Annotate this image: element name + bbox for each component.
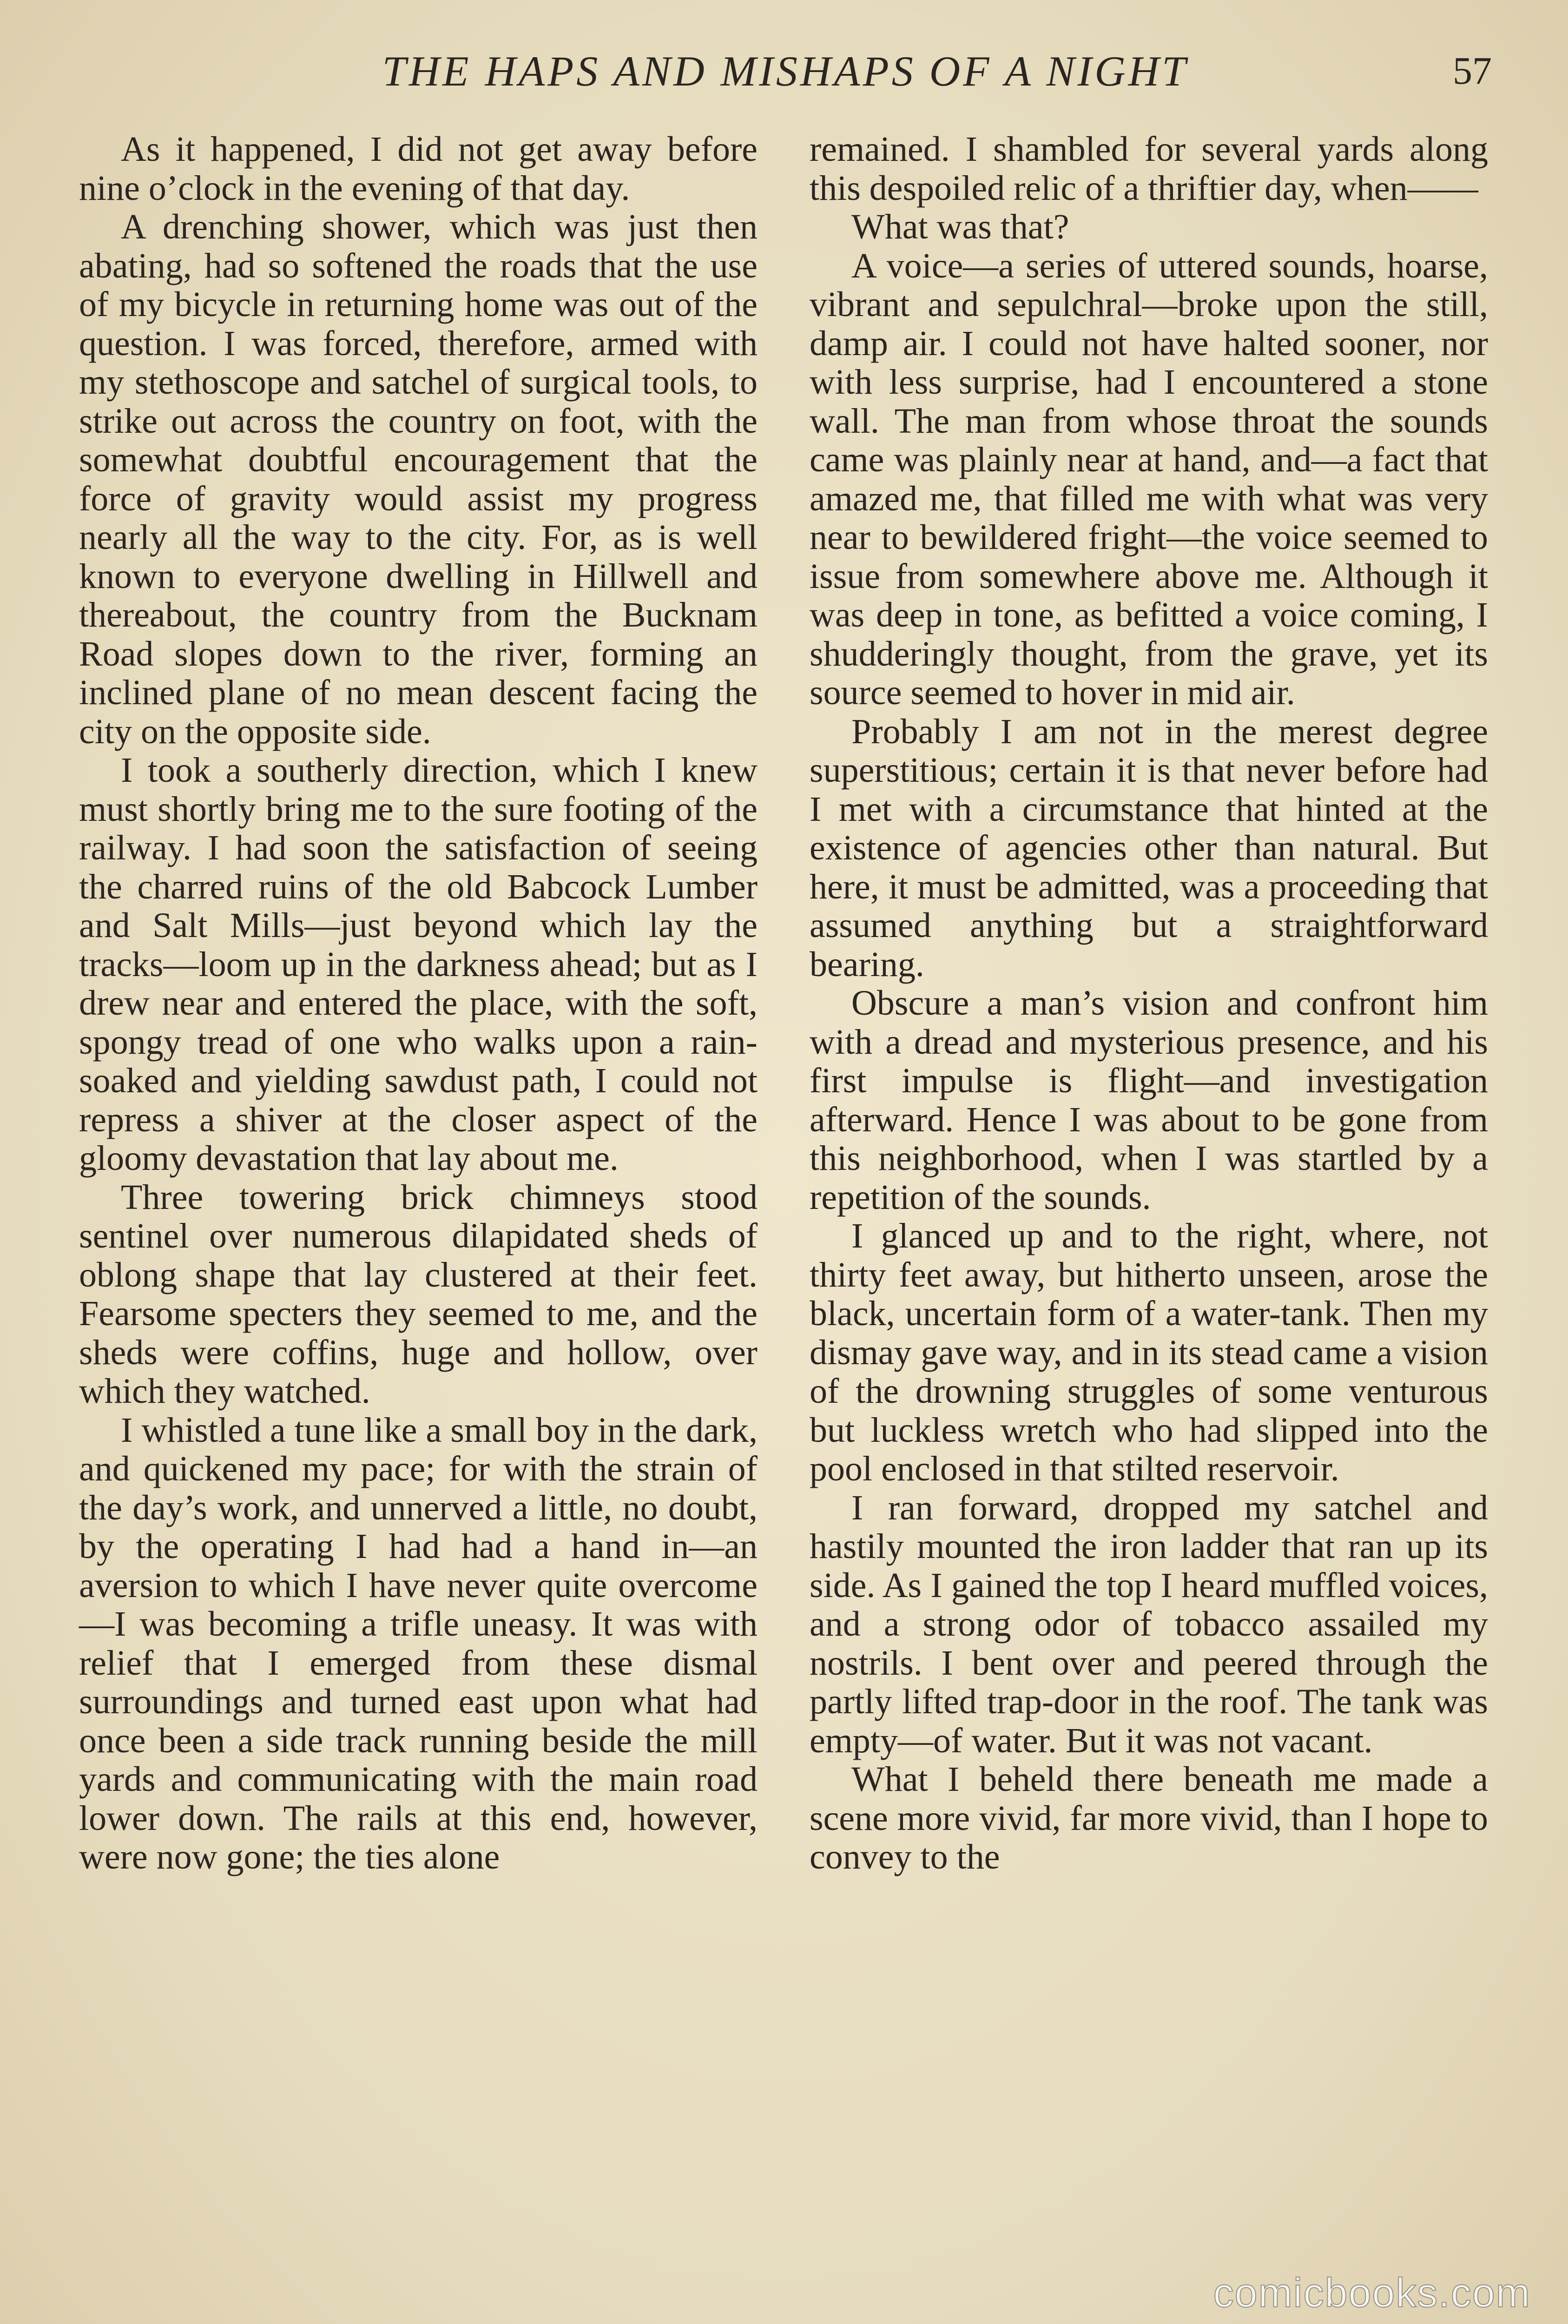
paragraph: I took a southerly direction, which I knew must shortly bring me to the sure footing of the railway. I had soon the satisfaction of seeing the charred ruins of the old Babcock Lumber and Salt Mills—just beyond which lay the tracks—loom up in the darkness ahead; but as I drew near and entered the place, with the soft, spongy tread of one who walks upon a rain-soaked and yielding sawdust path, I could not repress a shiver at the closer aspect of the gloomy devastation that lay about me.: [79, 751, 758, 1178]
paragraph: Obscure a man’s vision and confront him with a dread and mysterious presence, and his first impulse is flight—and investigation afterward. Hence I was about to be gone from this neighborhood, when I was startled by a repetition of the sounds.: [810, 984, 1488, 1217]
paragraph: Probably I am not in the merest degree superstitious; certain it is that never before had I met with a circumstance that hinted at the existence of agencies other than natural. But here, it must be admitted, was a proceeding that assumed anything but a straightforward bearing.: [810, 712, 1488, 984]
paragraph: What was that?: [851, 207, 1069, 246]
watermark: comicbooks.com: [1213, 2270, 1531, 2316]
right-column: [810, 130, 1488, 1877]
page-number: 57: [1453, 49, 1492, 92]
paragraph: What I beheld there beneath me made a scene more vivid, far more vivid, than I hope to convey to the: [810, 1760, 1488, 1876]
continued-paragraph: remained. I shambled for several yards along this despoiled relic of a thriftier day, when——: [810, 130, 1488, 208]
left-column: [79, 130, 758, 1877]
paragraph: I whistled a tune like a small boy in the dark, and quickened my pace; for with the strain of the day’s work, and unnerved a little, no doubt, by the operating I had had a hand in—an aversion to which I have never quite overcome—I was becoming a trifle uneasy. It was with relief that I emerged from these dismal surroundings and turned east upon what had once been a side track running beside the mill yards and communicating with the main road lower down. The rails at this end, however, were now gone; the ties alone: [79, 1410, 758, 1876]
paragraph: A voice—a series of uttered sounds, hoarse, vibrant and sepulchral—broke upon the still, damp air. I could not have halted sooner, nor with less surprise, had I encountered a stone wall. The man from whose throat the sounds came was plainly near at hand, and—a fact that amazed me, that filled me with what was very near to bewildered fright—the voice seemed to issue from somewhere above me. Although it was deep in tone, as befitted a voice coming, I shudderingly thought, from the grave, yet its source seemed to hover in mid air.: [810, 246, 1488, 712]
page-header: [79, 41, 1492, 101]
paragraph: As it happened, I did not get away before nine o’clock in the evening of that day.: [79, 130, 758, 208]
paragraph: A drenching shower, which was just then abating, had so softened the roads that the use of my bicycle in returning home was out of the question. I was forced, therefore, armed with my stethoscope and satchel of surgical tools, to strike out across the country on foot, with the somewhat doubtful encouragement that the force of gravity would assist my progress nearly all the way to the city. For, as is well known to everyone dwelling in Hillwell and thereabout, the country from the Bucknam Road slopes down to the river, forming an inclined plane of no mean descent facing the city on the opposite side.: [79, 207, 758, 751]
paragraph: I glanced up and to the right, where, not thirty feet away, but hitherto unseen, arose the black, uncertain form of a water-tank. Then my dismay gave way, and in its stead came a vision of the drowning struggles of some venturous but luckless wretch who had slipped into the pool enclosed in that stilted reservoir.: [810, 1216, 1488, 1488]
running-title: THE HAPS AND MISHAPS OF A NIGHT: [382, 47, 1189, 95]
paragraph: I ran forward, dropped my satchel and hastily mounted the iron ladder that ran up its side. As I gained the top I heard muffled voices, and a strong odor of tobacco assailed my nostrils. I bent over and peered through the partly lifted trap-door in the roof. The tank was empty—of water. But it was not vacant.: [810, 1488, 1488, 1760]
paragraph: Three towering brick chimneys stood sentinel over numerous dilapidated sheds of oblong shape that lay clustered at their feet. Fearsome specters they seemed to me, and the sheds were coffins, huge and hollow, over which they watched.: [79, 1177, 758, 1411]
